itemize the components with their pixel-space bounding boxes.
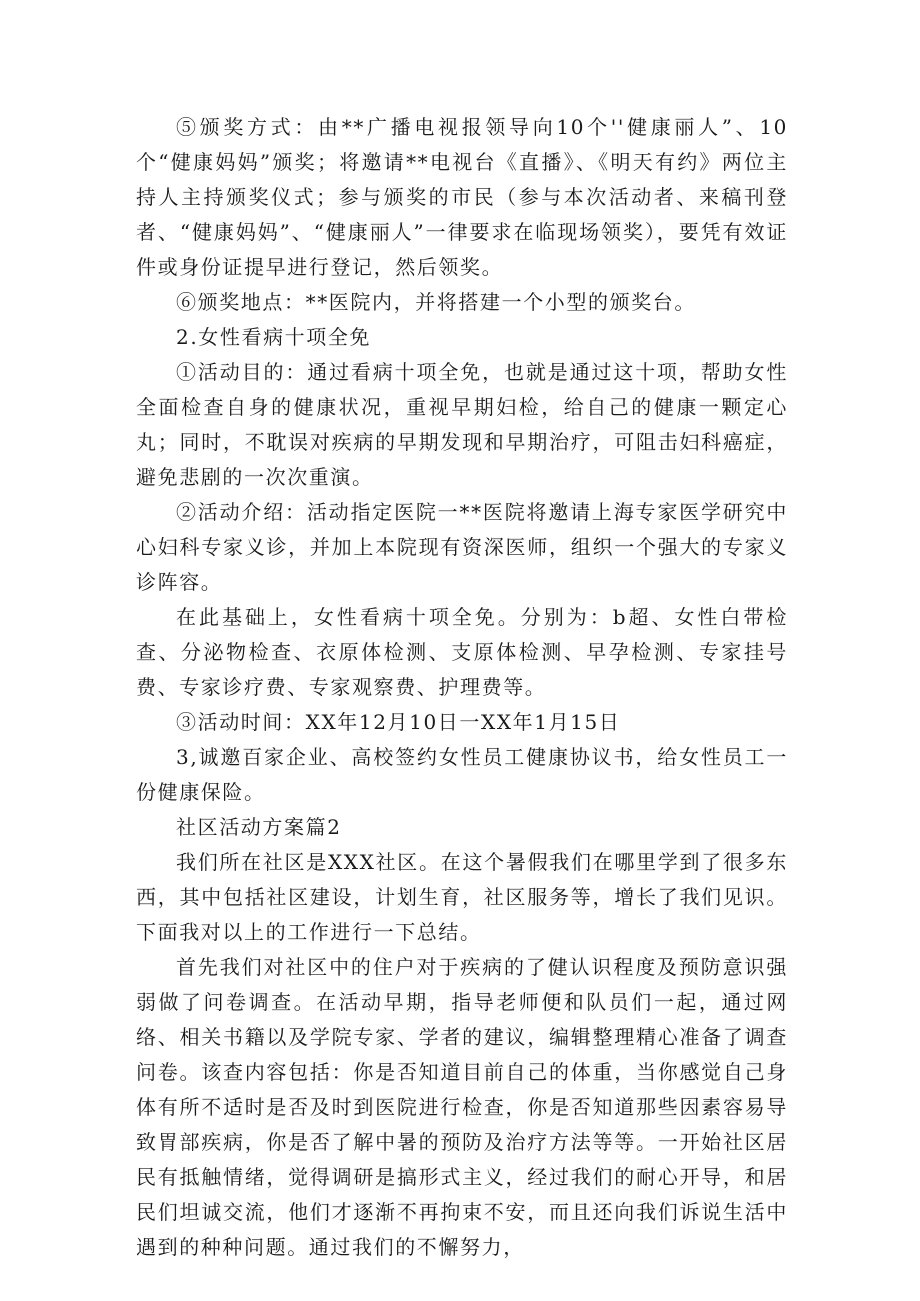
paragraph-checkup-items: 在此基础上，女性看病十项全免。分别为：b超、女性白带检查、分泌物检查、衣原体检测、支原体检测、早孕检测、专家挂号费、专家诊疗费、专家观察费、护理费等。 [136, 605, 788, 699]
paragraph-activity-intro: ②活动介绍：活动指定医院一**医院将邀请上海专家医学研究中心妇科专家义诊，并加上本院现有资深医师，组织一个强大的专家义诊阵容。 [136, 500, 788, 594]
document-body [136, 110, 788, 1265]
paragraph-activity-purpose: ①活动目的：通过看病十项全免，也就是通过这十项，帮助女性全面检查自身的健康状况，重视早期妇检，给自己的健康一颗定心丸；同时，不耽误对疾病的早期发现和早期治疗，可阻击妇科癌症，避免悲剧的一次次重演。 [136, 360, 788, 489]
section-heading-free-checkup: 2.女性看病十项全免 [176, 325, 372, 349]
paragraph-community-intro: 我们所在社区是XXX社区。在这个暑假我们在哪里学到了很多东西，其中包括社区建设，计划生育，社区服务等，增长了我们见识。下面我对以上的工作进行一下总结。 [136, 850, 788, 944]
paragraph-activity-time: ③活动时间：XX年12月10日一XX年1月15日 [176, 710, 621, 734]
paragraph-award-location: ⑥颁奖地点：**医院内，并将搭建一个小型的颁奖台。 [176, 290, 696, 314]
paragraph-enterprise-agreement: 3,诚邀百家企业、高校签约女性员工健康协议书，给女性员工一份健康保险。 [136, 745, 788, 804]
section-heading-community-plan-2: 社区活动方案篇2 [176, 815, 342, 839]
paragraph-award-method: ⑤颁奖方式：由**广播电视报领导向10个''健康丽人”、10个“健康妈妈”颁奖；将邀请**电视台《直播》、《明天有约》两位主持人主持颁奖仪式；参与颁奖的市民（参与本次活动者、来稿刊登者、“健康妈妈”、“健康丽人”一律要求在临现场领奖），要凭有效证件或身份证提早进行登记，然后领奖。 [136, 115, 788, 279]
paragraph-survey: 首先我们对社区中的住户对于疾病的了健认识程度及预防意识强弱做了问卷调查。在活动早期，指导老师便和队员们一起，通过网络、相关书籍以及学院专家、学者的建议，编辑整理精心准备了调查问卷。该查内容包括：你是否知道目前自己的体重，当你感觉自己身体有所不适时是否及时到医院进行检查，你是否知道那些因素容易导致胃部疾病，你是否了解中暑的预防及治疗方法等等。一开始社区居民有抵触情绪，觉得调研是搞形式主义，经过我们的耐心开导，和居民们坦诚交流，他们才逐渐不再拘束不安，而且还向我们诉说生活中遇到的种种问题。通过我们的不懈努力， [136, 955, 788, 1259]
